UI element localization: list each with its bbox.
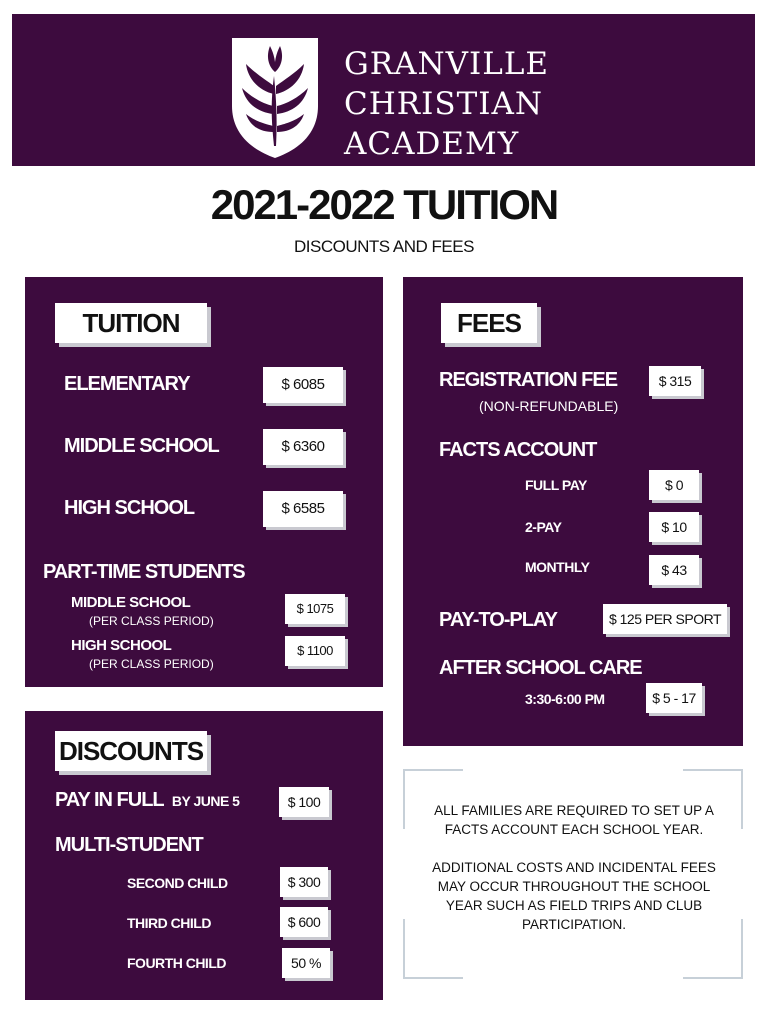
school-header [12, 14, 755, 166]
part-time-middle-label: MIDDLE SCHOOL [71, 594, 191, 611]
pay-in-full-label [55, 789, 239, 812]
third-child-label: THIRD CHILD [127, 915, 211, 931]
notes-box [403, 769, 743, 979]
registration-fee-label: REGISTRATION FEE [439, 369, 618, 391]
part-time-middle-price: $ 1075 [285, 594, 345, 624]
pay-to-play-price: $ 125 PER SPORT [603, 604, 727, 634]
second-child-price: $ 300 [280, 867, 328, 897]
second-child-label: SECOND CHILD [127, 875, 228, 891]
facts-monthly-label: MONTHLY [525, 559, 590, 575]
part-time-high-price: $ 1100 [285, 636, 345, 666]
tuition-heading: TUITION [55, 303, 207, 343]
school-name-line3: ACADEMY [344, 126, 520, 162]
facts-full-pay-label: FULL PAY [525, 477, 587, 493]
registration-fee-price: $ 315 [649, 366, 701, 396]
page-subtitle: DISCOUNTS AND FEES [294, 237, 474, 256]
fourth-child-price: 50 % [282, 948, 330, 978]
third-child-price: $ 600 [280, 907, 328, 937]
discounts-heading: DISCOUNTS [55, 731, 207, 771]
middle-school-price: $ 6360 [263, 429, 343, 465]
page-title: 2021-2022 TUITION [210, 181, 558, 228]
multi-student-heading: MULTI-STUDENT [55, 834, 203, 856]
after-school-time: 3:30-6:00 PM [525, 691, 605, 707]
fees-heading: FEES [441, 303, 537, 343]
discounts-panel [25, 711, 383, 1000]
fees-panel [403, 277, 743, 746]
after-school-care-heading: AFTER SCHOOL CARE [439, 657, 642, 679]
facts-monthly-price: $ 43 [649, 555, 699, 585]
part-time-heading: PART-TIME STUDENTS [43, 561, 245, 583]
registration-fee-note: (NON-REFUNDABLE) [479, 398, 619, 414]
high-school-label: HIGH SCHOOL [64, 497, 195, 519]
pay-in-full-note: BY JUNE 5 [171, 793, 240, 809]
part-time-high-label: HIGH SCHOOL [71, 637, 172, 654]
part-time-middle-note: (PER CLASS PERIOD) [89, 614, 214, 628]
pay-in-full-price: $ 100 [279, 787, 329, 817]
tuition-panel [25, 277, 383, 687]
part-time-high-note: (PER CLASS PERIOD) [89, 657, 214, 671]
school-name-line1: GRANVILLE [344, 46, 550, 82]
after-school-price: $ 5 - 17 [646, 683, 702, 713]
elementary-price: $ 6085 [263, 367, 343, 403]
middle-school-label: MIDDLE SCHOOL [64, 435, 219, 457]
elementary-label: ELEMENTARY [64, 373, 190, 395]
school-name-line2: CHRISTIAN [344, 86, 544, 122]
tree-crest-icon [230, 36, 320, 160]
facts-account-heading: FACTS ACCOUNT [439, 439, 597, 461]
school-name [344, 44, 549, 164]
notes-text: ALL FAMILIES ARE REQUIRED TO SET UP A FACTS ACCOUNT EACH SCHOOL YEAR. ADDITIONAL COSTS AND INCIDENTAL FEES MAY OCCUR THROUGHOUT THE SCHOOL YEAR SUCH AS FIELD TRIPS AND CLUB PARTICIPATION. [432, 803, 716, 932]
pay-to-play-label: PAY-TO-PLAY [439, 609, 557, 631]
facts-2-pay-label: 2-PAY [525, 519, 562, 535]
pay-in-full-text: PAY IN FULL [55, 789, 164, 811]
facts-2-pay-price: $ 10 [649, 512, 699, 542]
high-school-price: $ 6585 [263, 491, 343, 527]
facts-full-pay-price: $ 0 [649, 470, 699, 500]
fourth-child-label: FOURTH CHILD [127, 955, 226, 971]
